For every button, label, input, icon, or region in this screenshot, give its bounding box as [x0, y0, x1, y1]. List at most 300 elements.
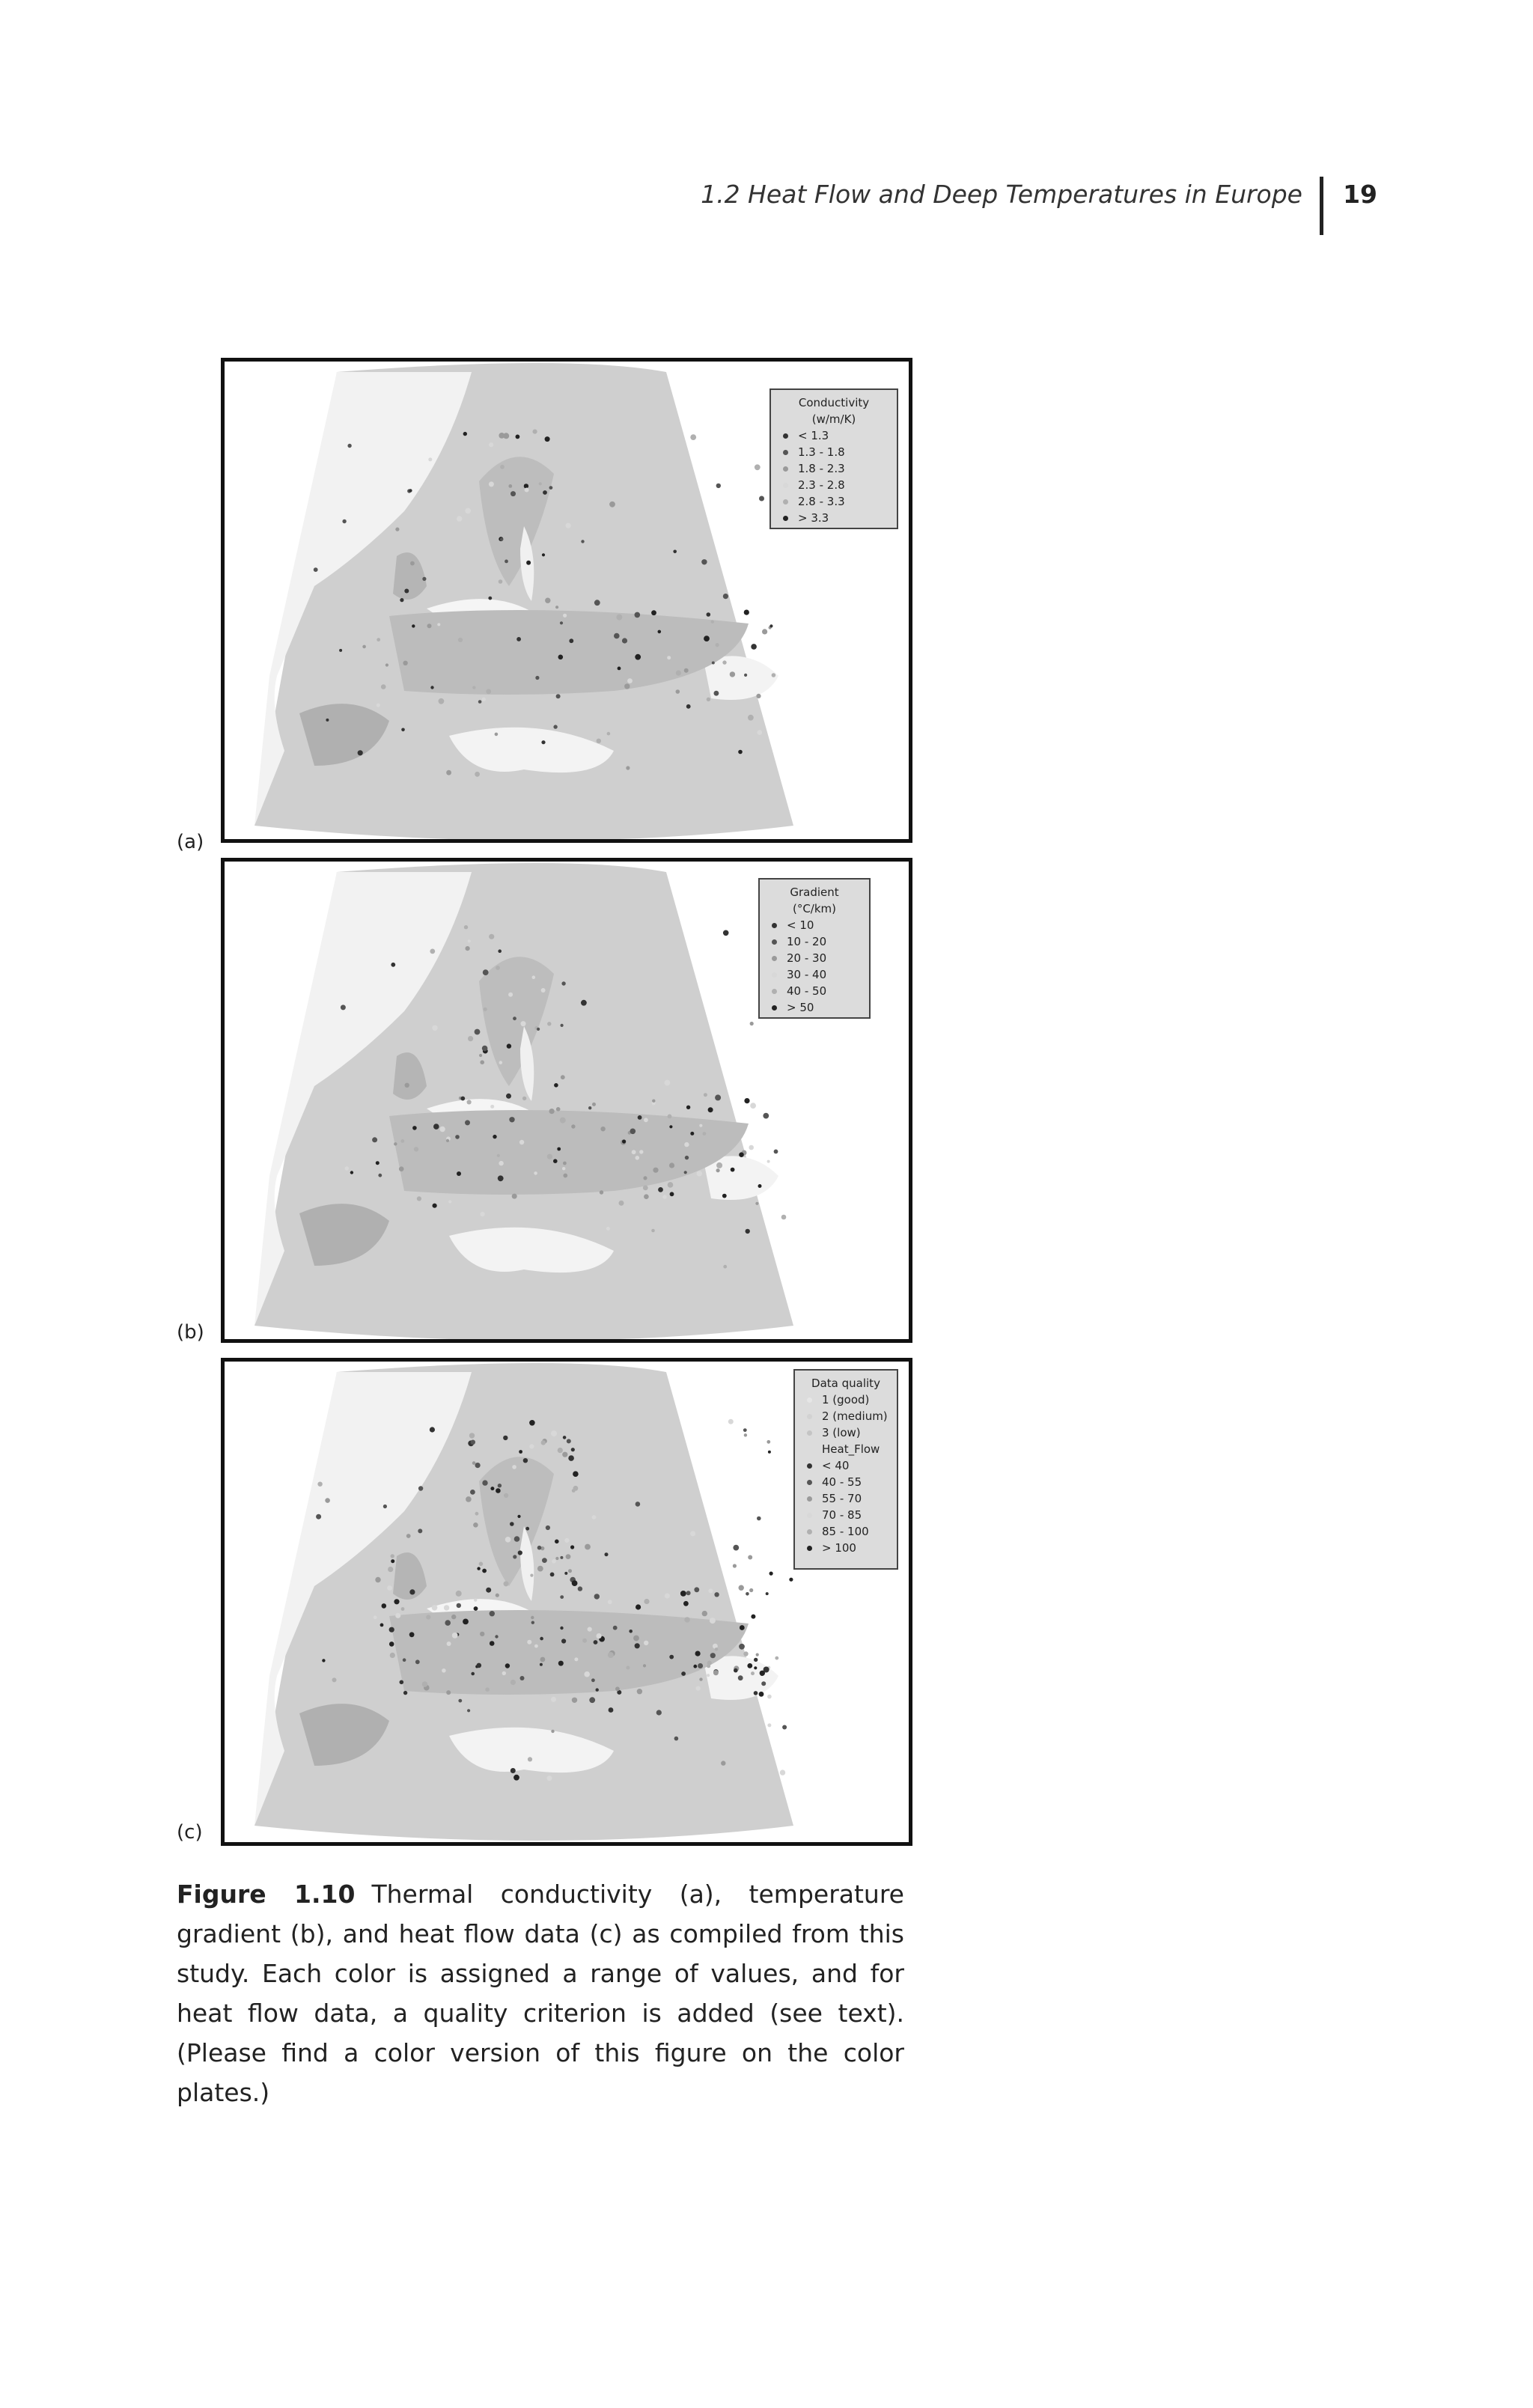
legend-marker-icon [772, 923, 777, 928]
data-point [766, 1440, 770, 1444]
data-point [684, 1617, 689, 1622]
data-point [532, 975, 536, 979]
data-point [615, 1686, 620, 1691]
data-point [686, 1591, 691, 1595]
data-point [426, 1615, 430, 1619]
data-point [502, 1671, 506, 1675]
legend-item: 10 - 20 [767, 933, 862, 950]
data-point [525, 488, 529, 493]
map-panel-heat-flow [221, 1358, 912, 1846]
data-point [616, 615, 622, 621]
data-point [630, 1129, 636, 1135]
data-point [433, 1204, 437, 1208]
data-point [471, 1672, 475, 1676]
data-point [695, 1651, 701, 1656]
legend-marker-icon [772, 939, 777, 945]
data-point [500, 537, 503, 540]
data-point [496, 1594, 499, 1597]
data-point [508, 484, 512, 488]
data-point [345, 1166, 349, 1170]
data-point [756, 1653, 759, 1656]
data-point [653, 1168, 658, 1173]
data-point [405, 1083, 409, 1088]
data-point [683, 1601, 689, 1606]
data-point [684, 1142, 689, 1147]
data-point [775, 1656, 778, 1660]
data-point [704, 635, 710, 641]
data-point [667, 656, 671, 659]
data-point [713, 1670, 719, 1675]
legend-item: 40 - 50 [767, 983, 862, 999]
data-point [422, 577, 426, 581]
data-point [500, 465, 505, 469]
data-point [541, 1440, 546, 1445]
data-point [516, 435, 520, 439]
data-point [607, 732, 611, 736]
data-point [555, 606, 558, 609]
legend-title: Gradient (°C/km) [790, 886, 839, 915]
data-point [372, 1137, 377, 1142]
data-point [568, 1569, 572, 1573]
data-point [458, 638, 463, 642]
data-point [486, 689, 491, 694]
data-point [409, 489, 412, 492]
data-point [723, 594, 728, 599]
data-point [542, 1558, 547, 1563]
data-point [444, 1605, 449, 1610]
data-point [566, 1554, 571, 1559]
data-point [707, 1661, 712, 1665]
data-point [738, 750, 743, 755]
data-point [506, 1094, 511, 1099]
data-point [759, 496, 764, 502]
data-point [504, 1581, 509, 1586]
data-point [748, 1555, 752, 1560]
data-point [412, 1126, 417, 1130]
data-point [644, 1641, 648, 1645]
data-point [744, 674, 747, 677]
data-point [474, 1606, 478, 1611]
legend-item: > 3.3 [778, 510, 889, 526]
data-point [594, 600, 600, 606]
data-point [769, 1572, 773, 1576]
data-point [712, 662, 715, 665]
data-point [442, 1668, 446, 1673]
legend-heat-flow [793, 1369, 898, 1570]
data-point [643, 1186, 648, 1191]
data-point [710, 1653, 716, 1658]
data-point [418, 1528, 422, 1533]
data-point [485, 1687, 490, 1692]
data-point [557, 1147, 561, 1151]
data-point [756, 694, 761, 698]
data-point [507, 1043, 511, 1048]
legend-marker-icon [807, 1414, 812, 1419]
data-point [721, 1761, 725, 1765]
data-point [644, 1118, 648, 1122]
data-point [644, 1194, 649, 1199]
data-point [503, 1436, 508, 1440]
data-point [513, 1555, 516, 1558]
data-point [743, 1428, 747, 1432]
data-point [670, 1192, 674, 1196]
legend-marker-icon [807, 1546, 812, 1551]
data-point [510, 1522, 514, 1526]
data-point [480, 1060, 484, 1064]
data-point [350, 1171, 353, 1174]
data-point [468, 1036, 473, 1041]
data-point [665, 1080, 671, 1086]
data-point [767, 1723, 771, 1727]
legend-marker-icon [807, 1529, 812, 1534]
data-point [380, 1624, 384, 1627]
data-point [626, 766, 630, 769]
data-point [558, 655, 564, 660]
data-point [716, 484, 721, 488]
data-point [738, 1675, 743, 1680]
data-point [662, 1195, 666, 1198]
data-point [457, 1603, 461, 1608]
data-point [480, 1632, 484, 1636]
data-point [633, 1636, 639, 1642]
data-point [388, 1567, 393, 1572]
legend-item: 55 - 70 [802, 1490, 889, 1507]
data-point [520, 1676, 525, 1680]
data-point [505, 560, 508, 564]
caption-text: Thermal conductivity (a), temperature gradient (b), and heat flow data (c) as compiled from this study. Each color is assigned a range of values, and for heat flow data, a quality criterion is added (see text). (Please find a color version of this figure on the color plates.) [177, 1880, 904, 2107]
data-point [573, 1471, 579, 1477]
data-point [701, 559, 707, 564]
data-point [378, 1174, 382, 1177]
data-point [504, 1493, 508, 1498]
data-point [562, 1452, 567, 1457]
data-point [514, 1536, 520, 1542]
data-point [744, 1098, 749, 1103]
legend-marker-icon [807, 1513, 812, 1518]
data-point [690, 434, 696, 440]
data-point [751, 1615, 755, 1619]
data-point [686, 1106, 690, 1109]
data-point [761, 1681, 766, 1686]
legend-marker-icon [783, 466, 788, 472]
figure-label: Figure 1.10 [177, 1880, 356, 1909]
data-point [483, 969, 489, 975]
legend-gradient [758, 878, 871, 1019]
data-point [561, 981, 565, 985]
data-point [534, 1171, 537, 1175]
legend-marker-icon [807, 1397, 812, 1403]
data-point [511, 1680, 516, 1685]
data-point [618, 667, 621, 671]
legend-marker-icon [783, 450, 788, 455]
data-point [430, 949, 435, 954]
data-point [325, 1498, 330, 1503]
data-point [716, 1168, 720, 1172]
data-point [558, 1448, 563, 1453]
data-point [342, 519, 346, 523]
data-point [474, 1598, 477, 1601]
running-title: 1.2 Heat Flow and Deep Temperatures in Europe [701, 180, 1302, 209]
data-point [401, 728, 405, 732]
data-point [446, 1690, 451, 1695]
data-point [789, 1578, 793, 1582]
legend-item: > 50 [767, 999, 862, 1016]
data-point [488, 597, 492, 600]
data-point [389, 1627, 394, 1633]
data-point [681, 1671, 686, 1676]
data-point [511, 491, 516, 496]
legend-conductivity [769, 388, 898, 529]
data-point [495, 733, 499, 737]
data-point [597, 1633, 602, 1639]
data-point [597, 739, 601, 743]
data-point [545, 436, 550, 442]
data-point [744, 610, 749, 615]
legend-item: 1.3 - 1.8 [778, 444, 889, 460]
data-point [549, 1109, 555, 1114]
data-point [600, 1127, 605, 1131]
map-panel-gradient [221, 858, 912, 1343]
data-point [769, 624, 772, 627]
data-point [551, 1697, 556, 1702]
legend-item: 70 - 85 [802, 1507, 889, 1523]
data-point [716, 643, 719, 647]
data-point [723, 1265, 727, 1269]
data-point [522, 1097, 526, 1100]
data-point [714, 1592, 719, 1597]
legend-subtitle: Heat_Flow [822, 1442, 880, 1456]
data-point [643, 1176, 647, 1180]
data-point [489, 442, 493, 447]
data-point [412, 624, 415, 627]
data-point [395, 528, 399, 531]
panel-separator [221, 1340, 912, 1343]
legend-item: 2.3 - 2.8 [778, 477, 889, 493]
legend-marker-icon [772, 956, 777, 961]
data-point [605, 1552, 609, 1556]
data-point [581, 1000, 587, 1006]
data-point [566, 523, 571, 528]
data-point [403, 1691, 407, 1695]
legend-item: < 40 [802, 1457, 889, 1474]
legend-marker-icon [772, 1005, 777, 1011]
data-point [457, 516, 462, 521]
data-point [733, 1564, 737, 1567]
data-point [637, 1689, 642, 1694]
data-point [381, 684, 386, 689]
data-point [754, 1658, 758, 1662]
data-point [728, 1419, 734, 1424]
data-point [512, 1465, 516, 1469]
legend-marker-icon [783, 516, 788, 521]
data-point [513, 1775, 519, 1781]
data-point [410, 561, 415, 566]
data-point [448, 1200, 451, 1203]
data-point [636, 1604, 641, 1609]
data-point [600, 1190, 603, 1194]
data-point [529, 1444, 534, 1448]
data-point [537, 1028, 540, 1031]
data-point [560, 621, 563, 624]
data-point [509, 1117, 514, 1122]
data-point [508, 993, 513, 997]
data-point [606, 1227, 610, 1231]
data-point [572, 1698, 577, 1703]
data-point [562, 1167, 565, 1170]
data-point [568, 1455, 574, 1461]
data-point [673, 550, 677, 554]
data-point [475, 1463, 481, 1468]
data-point [389, 1642, 394, 1647]
data-point [477, 1567, 480, 1570]
data-point [685, 1156, 689, 1159]
data-point [516, 637, 521, 641]
data-point [589, 1697, 595, 1703]
data-point [533, 430, 537, 434]
data-point [553, 725, 557, 728]
data-point [707, 612, 711, 617]
data-point [505, 1663, 510, 1668]
data-point [495, 1635, 498, 1638]
data-point [496, 966, 500, 970]
data-point [614, 633, 620, 639]
data-point [755, 1202, 758, 1205]
data-point [437, 623, 440, 626]
data-point [697, 1171, 702, 1176]
data-point [608, 1600, 612, 1604]
data-point [531, 1616, 534, 1619]
data-point [560, 1118, 566, 1124]
data-point [499, 579, 503, 584]
data-point [635, 1643, 640, 1648]
data-point [394, 1142, 397, 1145]
legend-title: Conductivity [798, 396, 870, 409]
data-point [409, 1589, 415, 1594]
data-point [674, 1737, 679, 1741]
data-point [498, 1175, 504, 1181]
data-point [746, 1229, 750, 1234]
data-point [704, 1093, 707, 1097]
data-point [498, 949, 502, 953]
data-point [382, 1603, 387, 1609]
data-point [619, 1201, 624, 1206]
data-point [690, 1132, 694, 1136]
data-point [669, 1125, 672, 1128]
data-point [505, 1537, 511, 1543]
data-point [563, 1162, 567, 1165]
data-point [584, 1671, 590, 1677]
data-point [529, 1420, 535, 1426]
data-point [639, 1150, 643, 1153]
data-point [754, 1666, 757, 1669]
data-point [482, 698, 486, 701]
legend-quality-item: 3 (low) [802, 1424, 889, 1441]
data-point [537, 1566, 543, 1572]
data-point [456, 1591, 462, 1597]
data-point [572, 1489, 576, 1493]
data-point [734, 1668, 738, 1673]
data-point [518, 1550, 522, 1555]
data-point [464, 925, 468, 929]
data-point [439, 698, 445, 704]
data-point [707, 1674, 710, 1677]
data-point [711, 621, 714, 624]
data-point [563, 1174, 567, 1178]
data-point [596, 1688, 599, 1691]
data-point [550, 1573, 555, 1577]
data-point [446, 770, 451, 775]
data-point [609, 1707, 614, 1713]
data-point [613, 1626, 618, 1630]
data-point [622, 638, 627, 643]
data-point [341, 1005, 346, 1010]
data-point [669, 1655, 674, 1659]
page-number: 19 [1343, 180, 1377, 209]
data-point [511, 1768, 516, 1773]
header-rule [1320, 177, 1323, 235]
data-point [782, 1725, 787, 1730]
data-point [432, 1025, 437, 1031]
data-point [638, 1115, 642, 1120]
data-point [339, 649, 342, 652]
data-point [743, 1651, 748, 1656]
data-point [749, 1588, 753, 1592]
data-point [739, 1152, 744, 1157]
legend-item: < 1.3 [778, 427, 889, 444]
data-point [635, 654, 641, 660]
data-point [680, 1591, 686, 1597]
data-point [744, 1433, 747, 1436]
data-point [375, 1577, 380, 1582]
data-point [447, 1642, 451, 1646]
data-point [406, 1534, 411, 1538]
data-point [571, 1448, 575, 1451]
data-point [552, 1559, 556, 1564]
data-point [400, 1680, 404, 1685]
data-point [400, 1139, 404, 1143]
data-point [774, 1150, 778, 1154]
data-point [455, 1135, 460, 1139]
legend-quality-item: 2 (medium) [802, 1408, 889, 1424]
data-point [636, 1502, 641, 1507]
legend-item: 30 - 40 [767, 966, 862, 983]
data-point [591, 1678, 595, 1682]
data-point [465, 1120, 470, 1125]
data-point [656, 1710, 662, 1715]
data-point [534, 1645, 538, 1648]
data-point [658, 630, 662, 634]
data-point [486, 1588, 491, 1593]
data-point [489, 934, 494, 939]
map-panel-conductivity [221, 358, 912, 843]
data-point [569, 638, 573, 643]
data-point [458, 1699, 462, 1703]
data-point [763, 1113, 769, 1119]
data-point [377, 638, 380, 641]
data-point [703, 1132, 707, 1136]
panel-separator [221, 840, 912, 843]
data-point [694, 1587, 699, 1592]
data-point [414, 1147, 418, 1151]
data-point [490, 1641, 495, 1646]
data-point [581, 540, 584, 543]
data-point [471, 1440, 475, 1445]
data-point [332, 1677, 337, 1682]
data-point [751, 644, 757, 650]
data-point [365, 1224, 371, 1229]
data-point [395, 1613, 400, 1618]
data-point [472, 686, 475, 689]
